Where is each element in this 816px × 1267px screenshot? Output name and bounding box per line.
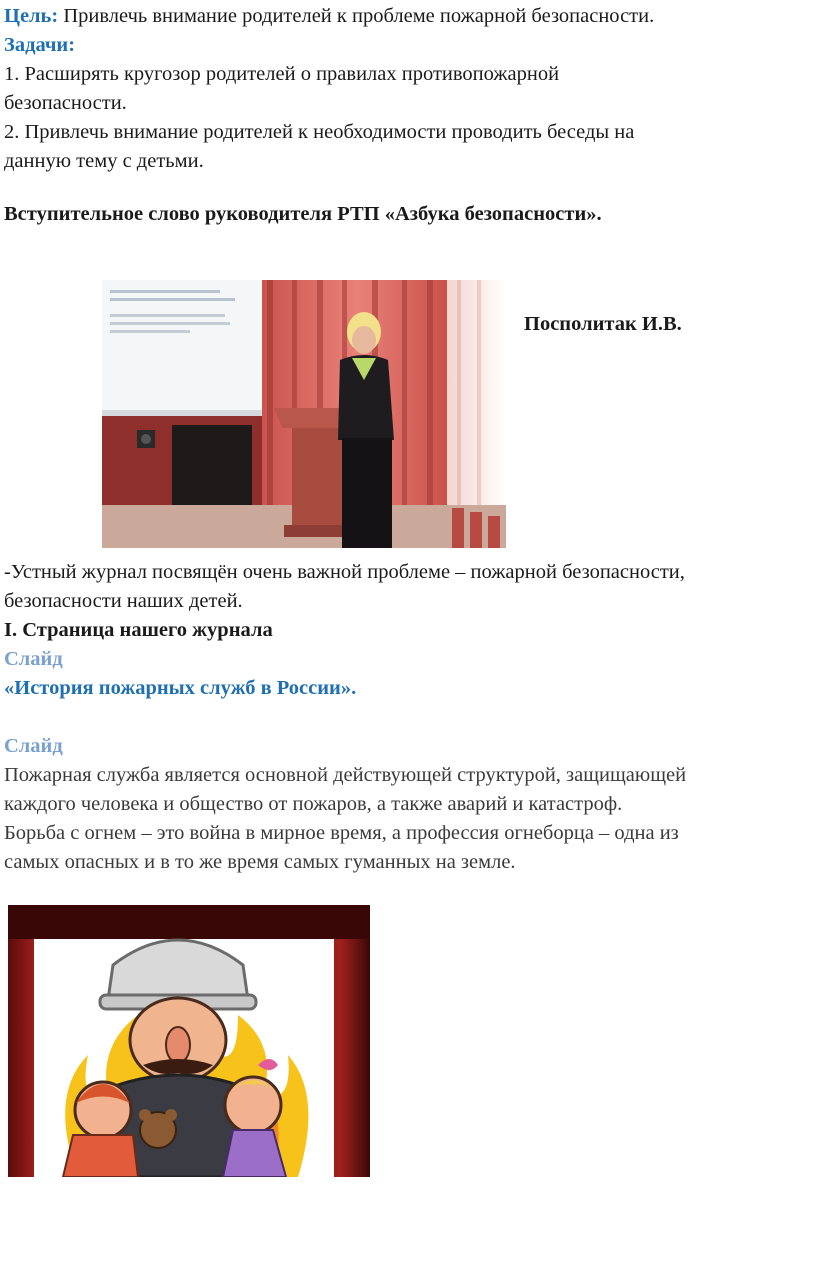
- journal-intro-line-1: -Устный журнал посвящён очень важной проблеме – пожарной безопасности,: [4, 561, 685, 583]
- slide2-line-3: Борьба с огнем – это война в мирное время, а профессия огнеборца – одна из: [4, 822, 679, 844]
- document-page: [4, 0, 814, 873]
- goal-text: Привлечь внимание родителей к проблеме пожарной безопасности.: [58, 5, 655, 27]
- firefighter-illustration-image: [8, 905, 370, 1177]
- task-line-1: 1. Расширять кругозор родителей о правилах противопожарной: [4, 63, 560, 85]
- task-line-3: 2. Привлечь внимание родителей к необходимости проводить беседы на: [4, 121, 635, 143]
- journal-page-heading: I. Страница нашего журнала: [4, 619, 273, 641]
- goal-line: [4, 2, 814, 31]
- slide1-label: Слайд: [4, 648, 63, 670]
- firefighter-illustration: [8, 905, 370, 1177]
- journal-intro-line-2: безопасности наших детей.: [4, 590, 243, 612]
- task-line-4: данную тему с детьми.: [4, 150, 204, 172]
- slide2-line-2: каждого человека и общество от пожаров, а также аварий и катастроф.: [4, 793, 623, 815]
- intro-heading: Вступительное слово руководителя РТП «Азбука безопасности».: [4, 203, 602, 225]
- speaker-name: Посполитак И.В.: [524, 313, 682, 335]
- task-line-2: безопасности.: [4, 92, 127, 114]
- journal-section: [4, 558, 686, 877]
- slide2-line-1: Пожарная служба является основной действующей структурой, защищающей: [4, 764, 687, 786]
- goal-label: Цель:: [4, 5, 59, 27]
- slide2-label: Слайд: [4, 735, 63, 757]
- blank-line: [4, 703, 686, 732]
- slide1-title: «История пожарных служб в России».: [4, 677, 357, 699]
- tasks-label: Задачи:: [4, 34, 76, 56]
- speaker-photo-image: [102, 280, 506, 548]
- speaker-photo: [102, 280, 506, 548]
- slide2-line-4: самых опасных и в то же время самых гуманных на земле.: [4, 851, 516, 873]
